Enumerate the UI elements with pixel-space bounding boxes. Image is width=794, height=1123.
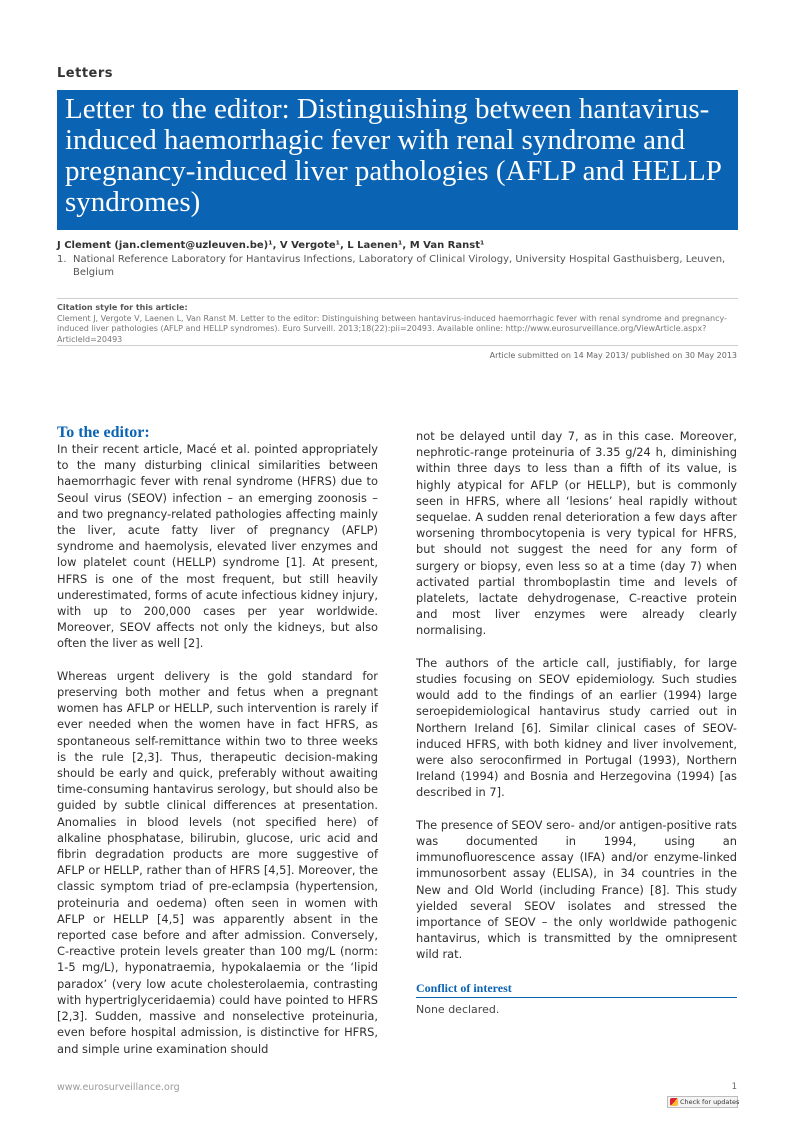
body-heading: To the editor:	[57, 424, 150, 441]
submission-dates: Article submitted on 14 May 2013/ published on 30 May 2013	[489, 351, 737, 360]
affiliation-text: National Reference Laboratory for Hantavirus Infections, Laboratory of Clinical Virology, University Hospital Gasthuisberg, Leuven, Belgium	[73, 254, 726, 278]
paragraph: The presence of SEOV sero- and/or antigen-positive rats was documented in 1994, using an immunofluorescence assay (IFA) and/or enzyme-linked immunosorbent assay (ELISA), in 34 countries in the New and Old World (including France) [8]. This study yielded several SEOV isolates and stressed the importance of SEOV – the only worldwide pathogenic hantavirus, which is transmitted by the omnipresent wild rat.	[416, 817, 737, 962]
citation-heading: Citation style for this article:	[57, 303, 188, 312]
citation-block	[57, 303, 738, 345]
author-list: J Clement (jan.clement@uzleuven.be)¹, V Vergote¹, L Laenen¹, M Van Ranst¹	[57, 240, 485, 251]
paragraph: Whereas urgent delivery is the gold standard for preserving both mother and fetus when a pregnant women has AFLP or HELLP, such intervention is rarely if ever needed when the women have in fact HFRS, as spontaneous self-remittance within two to three weeks is the rule [2,3]. Thus, therapeutic decision-making should be early and quick, preferably without awaiting time-consuming hantavirus serology, but should also be guided by subtle clinical differences at presentation. Anomalies in blood levels (not specified here) of alkaline phosphatase, bilirubin, glucose, uric acid and fibrin degradation products are more suggestive of AFLP or HELLP, rather than of HFRS [4,5]. Moreover, the classic symptom triad of pre-eclampsia (hypertension, proteinuria and oedema) often seen in women with AFLP or HELLP [4,5] was apparently absent in the reported case before and after admission. Conversely, C-reactive protein levels greater than 100 mg/L (norm: 1-5 mg/L), hyponatraemia, hypokalaemia or the ‘lipid paradox’ (very low acute cholesterolaemia, contrasting with hypertriglyceridaemia) could have pointed to HFRS [2,3]. Sudden, massive and nonselective proteinuria, even before hospital admission, is distinctive for HFRS, and simple urine examination should	[57, 668, 378, 1056]
paragraph: In their recent article, Macé et al. pointed appropriately to the many disturbing clinical similarities between haemorrhagic fever with renal syndrome (HFRS) due to Seoul virus (SEOV) infection – an emerging zoonosis – and two pregnancy-related pathologies affecting mainly the liver, acute fatty liver of pregnancy (AFLP) syndrome and haemolysis, elevated liver enzymes and low platelet count (HELLP) syndrome [1]. At present, HFRS is one of the most frequent, but still heavily underestimated, forms of acute infectious kidney injury, with up to 200,000 cases per year worldwide. Moreover, SEOV affects not only the kidneys, but also often the liver as well [2].	[57, 442, 378, 651]
footer-url[interactable]: www.eurosurveillance.org	[57, 1082, 180, 1093]
crossmark-icon	[670, 1098, 678, 1106]
divider-bottom	[57, 345, 738, 346]
paragraph: The authors of the article call, justifiably, for large studies focusing on SEOV epidemiology. Such studies would add to the findings of an earlier (1994) large seroepidemiological hantavirus study carried out in Northern Ireland [6]. Similar clinical cases of SEOV-induced HFRS, with both kidney and liver involvement, were also seroconfirmed in Portugal (1993), Northern Ireland (1994) and Bosnia and Herzegovina (1994) [as described in 7].	[416, 655, 737, 800]
article-title: Letter to the editor: Distinguishing between hantavirus-induced haemorrhagic fever with renal syndrome and pregnancy-induced liver pathologies (AFLP and HELLP syndromes)	[65, 93, 721, 218]
page-number: 1	[731, 1082, 737, 1092]
conflict-of-interest-text: None declared.	[416, 1002, 500, 1016]
citation-text[interactable]: Clement J, Vergote V, Laenen L, Van Ranst M. Letter to the editor: Distinguishing between hantavirus-induced haemorrhagic fever with renal syndrome and pregnancy-induced liver pathologies (AFLP and HELLP syndromes). Euro Surveill. 2013;18(22):pii=20493. Available online: http://www.eurosurveillance.org/ViewArticle.aspx?ArticleId=20493	[57, 313, 727, 344]
conflict-of-interest-heading: Conflict of interest	[416, 981, 737, 998]
body-column-left	[57, 424, 378, 1073]
check-updates-label: Check for updates	[680, 1098, 740, 1106]
divider-top	[57, 298, 738, 299]
check-updates-button[interactable]	[667, 1096, 738, 1108]
body-column-right	[416, 428, 737, 1018]
affiliation	[57, 254, 738, 279]
affiliation-number: 1.	[57, 254, 67, 265]
section-label: Letters	[57, 66, 113, 81]
paragraph: not be delayed until day 7, as in this case. Moreover, nephrotic-range proteinuria of 3.35 g/24 h, diminishing within three days to less than a fifth of its value, is highly atypical for AFLP (or HELLP), but is commonly seen in HFRS, where all ‘lesions’ heal rapidly without sequelae. A sudden renal deterioration a few days after worsening thrombocytopenia is very typical for HFRS, but should not suggest the need for any form of surgery or biopsy, even less so at a time (day 7) when activated partial thromboplastin time and levels of platelets, lactate dehydrogenase, C-reactive protein and most liver enzymes were already clearly normalising.	[416, 429, 737, 638]
title-banner	[57, 90, 738, 230]
